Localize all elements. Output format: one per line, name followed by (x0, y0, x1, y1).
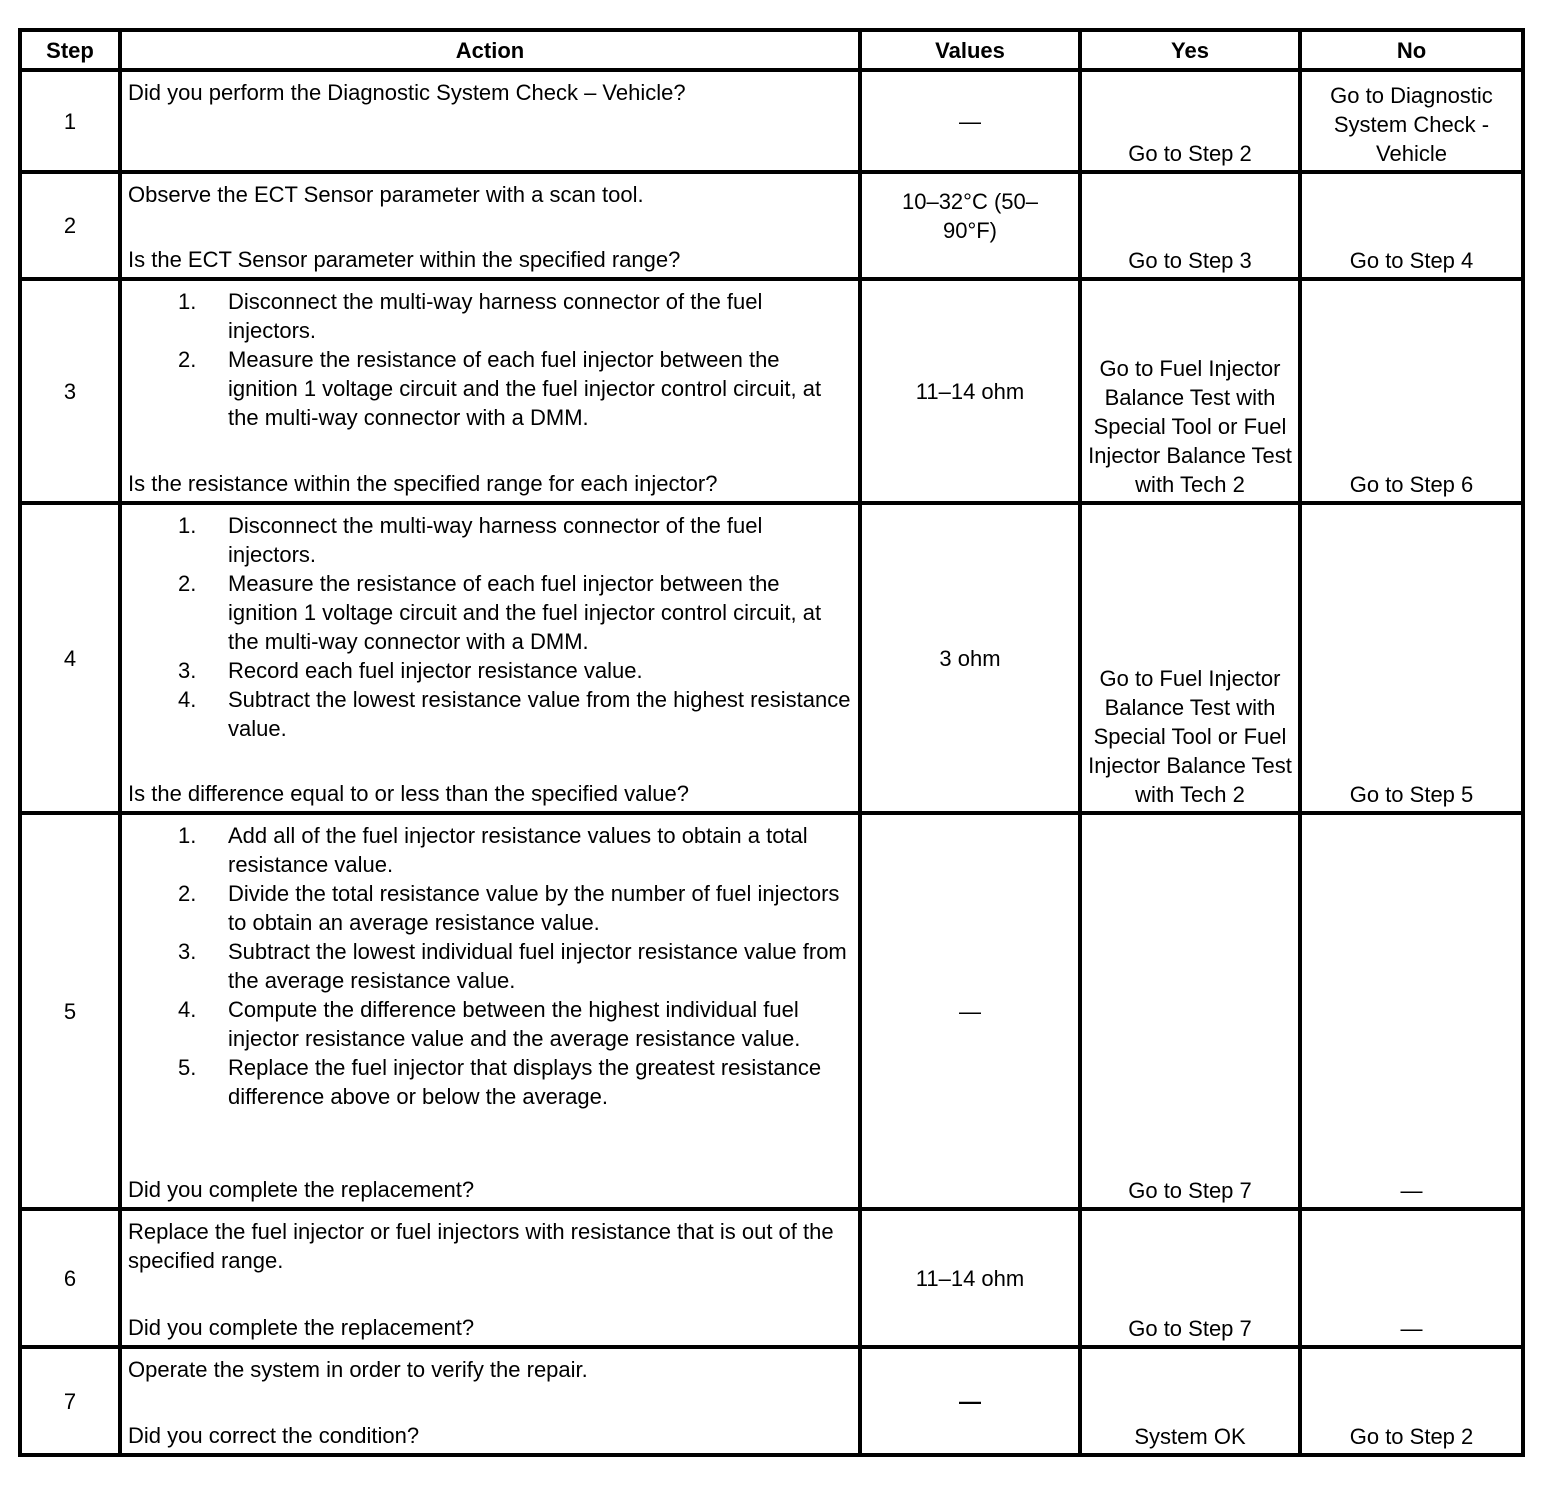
action-cell (120, 813, 860, 1209)
value-cell: 11–14 ohm (860, 279, 1080, 503)
yes-text: Go to Step 7 (1128, 1178, 1252, 1203)
action-text: Replace the fuel injector or fuel injectors with resistance that is out of the specified range. (128, 1219, 834, 1273)
header-action: Action (120, 30, 860, 70)
yes-text: Go to Fuel Injector Balance Test with Special Tool or Fuel Injector Balance Test with Tech 2 (1088, 356, 1292, 497)
list-item (128, 821, 854, 879)
yes-text: System OK (1134, 1424, 1246, 1449)
no-cell (1300, 172, 1523, 279)
step-number: 3 (20, 279, 120, 503)
action-text: Did you perform the Diagnostic System Check – Vehicle? (128, 80, 686, 105)
no-text: Go to Step 6 (1349, 472, 1474, 497)
table-row (20, 813, 1523, 1209)
no-text: — (1400, 1316, 1423, 1341)
yes-cell (1080, 279, 1300, 503)
value-cell (860, 172, 1080, 279)
step-number: 5 (20, 813, 120, 1209)
yes-cell (1080, 70, 1300, 172)
action-list (128, 511, 854, 743)
action-cell (120, 503, 860, 813)
yes-cell (1080, 813, 1300, 1209)
list-item (128, 879, 854, 937)
no-text: Go to Step 4 (1349, 248, 1474, 273)
yes-text: Go to Step 3 (1128, 248, 1252, 273)
list-text: Subtract the lowest individual fuel injector resistance value from the average resistance value. (228, 939, 847, 993)
step-number: 2 (20, 172, 120, 279)
table-row (20, 172, 1523, 279)
list-number: 1. (178, 289, 197, 314)
table-row (20, 503, 1523, 813)
list-item (128, 287, 854, 345)
action-cell (120, 279, 860, 503)
list-number: 3. (178, 658, 197, 683)
list-item (128, 685, 854, 743)
step-number: 4 (20, 503, 120, 813)
list-text: Subtract the lowest resistance value from the highest resistance value. (228, 687, 851, 741)
list-text: Compute the difference between the highest individual fuel injector resistance value and the average resistance value. (228, 997, 801, 1051)
list-number: 1. (178, 513, 197, 538)
header-step: Step (20, 30, 120, 70)
action-text: Observe the ECT Sensor parameter with a scan tool. (128, 182, 644, 207)
no-cell (1300, 813, 1523, 1209)
action-question: Did you correct the condition? (128, 1423, 420, 1448)
list-text: Divide the total resistance value by the number of fuel injectors to obtain an average resistance value. (228, 881, 840, 935)
table-row (20, 70, 1523, 172)
step-number: 7 (20, 1347, 120, 1455)
list-text: Measure the resistance of each fuel injector between the ignition 1 voltage circuit and the fuel injector control circuit, at the multi-way connector with a DMM. (228, 571, 822, 654)
value-cell: — (860, 813, 1080, 1209)
yes-text: Go to Step 7 (1128, 1316, 1252, 1341)
header-yes: Yes (1080, 30, 1300, 70)
action-question: Is the ECT Sensor parameter within the specified range? (128, 247, 681, 272)
action-cell (120, 172, 860, 279)
no-cell (1300, 70, 1523, 172)
no-text: Go to Step 5 (1349, 782, 1474, 807)
step-number: 6 (20, 1209, 120, 1347)
list-number: 2. (178, 347, 197, 372)
action-question: Did you complete the replacement? (128, 1315, 475, 1340)
list-number: 4. (178, 687, 197, 712)
no-cell (1300, 1347, 1523, 1455)
list-number: 4. (178, 997, 197, 1022)
yes-cell (1080, 1347, 1300, 1455)
action-question: Is the difference equal to or less than the specified value? (128, 781, 689, 806)
yes-cell (1080, 1209, 1300, 1347)
list-number: 2. (178, 571, 197, 596)
action-text: Operate the system in order to verify the repair. (128, 1357, 588, 1382)
list-item (128, 569, 854, 656)
header-no: No (1300, 30, 1523, 70)
action-cell (120, 1209, 860, 1347)
header-row (20, 30, 1523, 70)
table-row (20, 1209, 1523, 1347)
header-values: Values (860, 30, 1080, 70)
list-number: 3. (178, 939, 197, 964)
action-question: Did you complete the replacement? (128, 1177, 475, 1202)
yes-cell (1080, 172, 1300, 279)
step-number: 1 (20, 70, 120, 172)
table-row (20, 1347, 1523, 1455)
action-list (128, 287, 854, 432)
action-cell (120, 1347, 860, 1455)
action-cell (120, 70, 860, 172)
list-item (128, 1053, 854, 1111)
value-cell: — (860, 70, 1080, 172)
list-number: 1. (178, 823, 197, 848)
list-item (128, 345, 854, 432)
no-cell (1300, 279, 1523, 503)
action-list (128, 821, 854, 1111)
list-item (128, 995, 854, 1053)
no-text: — (1400, 1178, 1423, 1203)
action-question: Is the resistance within the specified range for each injector? (128, 471, 718, 496)
list-number: 2. (178, 881, 197, 906)
list-text: Record each fuel injector resistance value. (228, 658, 643, 683)
no-text: Go to Step 2 (1349, 1424, 1474, 1449)
yes-cell (1080, 503, 1300, 813)
list-number: 5. (178, 1055, 197, 1080)
list-text: Replace the fuel injector that displays the greatest resistance difference above or below the average. (228, 1055, 822, 1109)
no-text: Go to Diagnostic System Check - Vehicle (1330, 83, 1493, 166)
list-text: Disconnect the multi-way harness connector of the fuel injectors. (228, 513, 763, 567)
diagnostic-table (18, 28, 1525, 1457)
list-item (128, 937, 854, 995)
value-cell: — (860, 1347, 1080, 1455)
yes-text: Go to Fuel Injector Balance Test with Special Tool or Fuel Injector Balance Test with Tech 2 (1088, 666, 1292, 807)
no-cell (1300, 1209, 1523, 1347)
value-cell: 11–14 ohm (860, 1209, 1080, 1347)
list-text: Measure the resistance of each fuel injector between the ignition 1 voltage circuit and the fuel injector control circuit, at the multi-way connector with a DMM. (228, 347, 822, 430)
list-item (128, 656, 854, 685)
yes-text: Go to Step 2 (1128, 141, 1252, 166)
no-cell (1300, 503, 1523, 813)
table-row (20, 279, 1523, 503)
value-cell: 3 ohm (860, 503, 1080, 813)
value-text: 10–32°C (50–90°F) (901, 188, 1038, 243)
list-text: Disconnect the multi-way harness connector of the fuel injectors. (228, 289, 763, 343)
list-item (128, 511, 854, 569)
list-text: Add all of the fuel injector resistance values to obtain a total resistance value. (228, 823, 808, 877)
